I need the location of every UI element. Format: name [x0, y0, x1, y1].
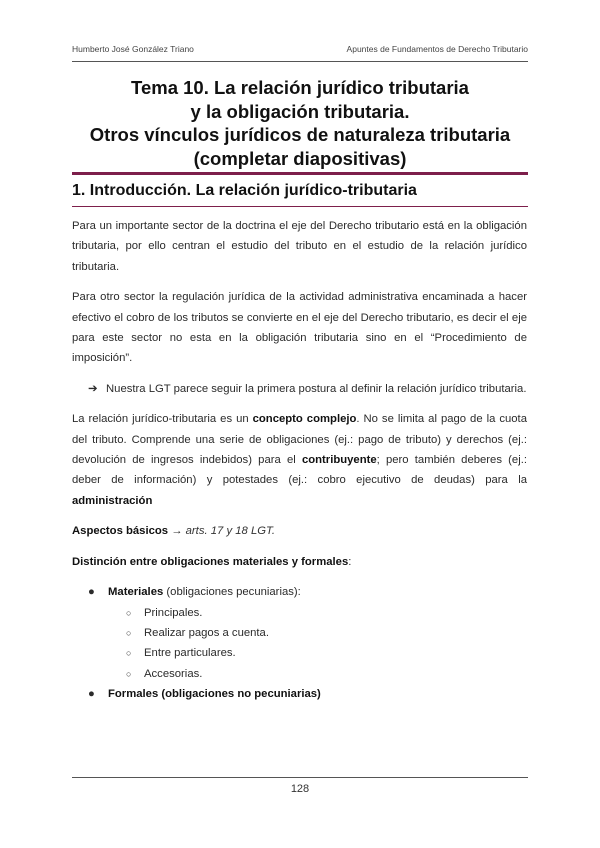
materiales-label: Materiales — [108, 586, 164, 599]
list-item — [108, 603, 527, 623]
page-number: 128 — [290, 783, 310, 795]
arrow-icon: ➔ — [88, 382, 98, 395]
section-top-rule — [72, 172, 528, 175]
page-title — [72, 76, 528, 170]
paragraph-3 — [72, 409, 527, 511]
header-doc-title: Apuntes de Fundamentos de Derecho Tributario — [346, 44, 528, 54]
obligations-list — [72, 582, 527, 704]
distinction-colon: : — [348, 555, 352, 568]
paragraph-1: Para un importante sector de la doctrina el eje del Derecho tributario está en la obligación tributaria, por ello centran el estudio del tributo en el estudio de la relación jurídico tributaria. — [72, 220, 527, 273]
title-line-2: y la obligación tributaria. — [190, 100, 410, 122]
arrow-item-text: Nuestra LGT parece seguir la primera postura al definir la relación jurídico tributaria. — [106, 382, 527, 395]
p3-text-c: . No se limita al pago de la cuota del tributo. Comprende una serie de obligaciones (ej.: pago de tributo) y derechos (ej.: devolución de ingresos indebidos) para el — [72, 413, 527, 467]
circle-bullet-icon: ○ — [126, 607, 132, 618]
p3-bold-concept: concepto complejo — [252, 413, 357, 426]
distinction-label: Distinción entre obligaciones materiales y formales — [72, 555, 349, 568]
formales-label: Formales (obligaciones no pecuniarias) — [108, 688, 321, 701]
p3-bold-administracion: administración — [72, 494, 153, 507]
title-line-4: (completar diapositivas) — [193, 147, 407, 169]
list-item — [108, 623, 527, 643]
distinction-line — [72, 552, 527, 572]
aspects-ref: arts. 17 y 18 LGT. — [185, 525, 276, 538]
header-author: Humberto José González Triano — [72, 44, 194, 54]
aspects-arrow: → — [168, 525, 186, 538]
list-item-formales — [72, 684, 527, 704]
bullet-icon: ● — [88, 688, 95, 701]
materiales-note: (obligaciones pecuniarias): — [163, 586, 301, 599]
p3-text-e: ; pero también deberes (ej.: deber de información) y potestades (ej.: cobro ejecutivo de deudas) para la — [72, 454, 528, 487]
footer-divider — [72, 777, 528, 778]
paragraph-2: Para otro sector la regulación jurídica de la actividad administrativa encaminada a hacer efectivo el cobro de los tributos se convierte en el eje del Derecho tributario, es decir el eje para este sector no esta en la obligación tributaria sino en el “Procedimiento de imposición”. — [72, 291, 527, 365]
aspects-line — [72, 521, 527, 541]
title-line-1: Tema 10. La relación jurídico tributaria — [131, 77, 469, 98]
section-heading: 1. Introducción. La relación jurídico-tributaria — [72, 182, 417, 199]
list-item-materiales — [72, 582, 527, 684]
p3-text-a: La relación jurídico-tributaria es un — [72, 413, 253, 426]
materiales-sublist — [108, 603, 527, 685]
sublist-text: Accesorias. — [144, 667, 203, 680]
list-item — [108, 643, 527, 663]
list-item — [108, 664, 527, 684]
document-body — [72, 216, 527, 705]
sublist-text: Realizar pagos a cuenta. — [144, 626, 269, 639]
p3-bold-contribuyente: contribuyente — [301, 454, 377, 467]
sublist-text: Principales. — [144, 606, 203, 619]
sublist-text: Entre particulares. — [144, 647, 236, 660]
title-line-3: Otros vínculos jurídicos de naturaleza tributaria — [89, 124, 511, 145]
circle-bullet-icon: ○ — [126, 648, 132, 659]
circle-bullet-icon: ○ — [126, 668, 132, 679]
page-header — [72, 44, 528, 58]
circle-bullet-icon: ○ — [126, 627, 132, 638]
header-divider — [72, 61, 528, 62]
section-bottom-rule — [72, 206, 528, 207]
bullet-icon: ● — [88, 586, 95, 599]
arrow-list-item — [88, 379, 527, 399]
aspects-label: Aspectos básicos — [72, 525, 169, 538]
